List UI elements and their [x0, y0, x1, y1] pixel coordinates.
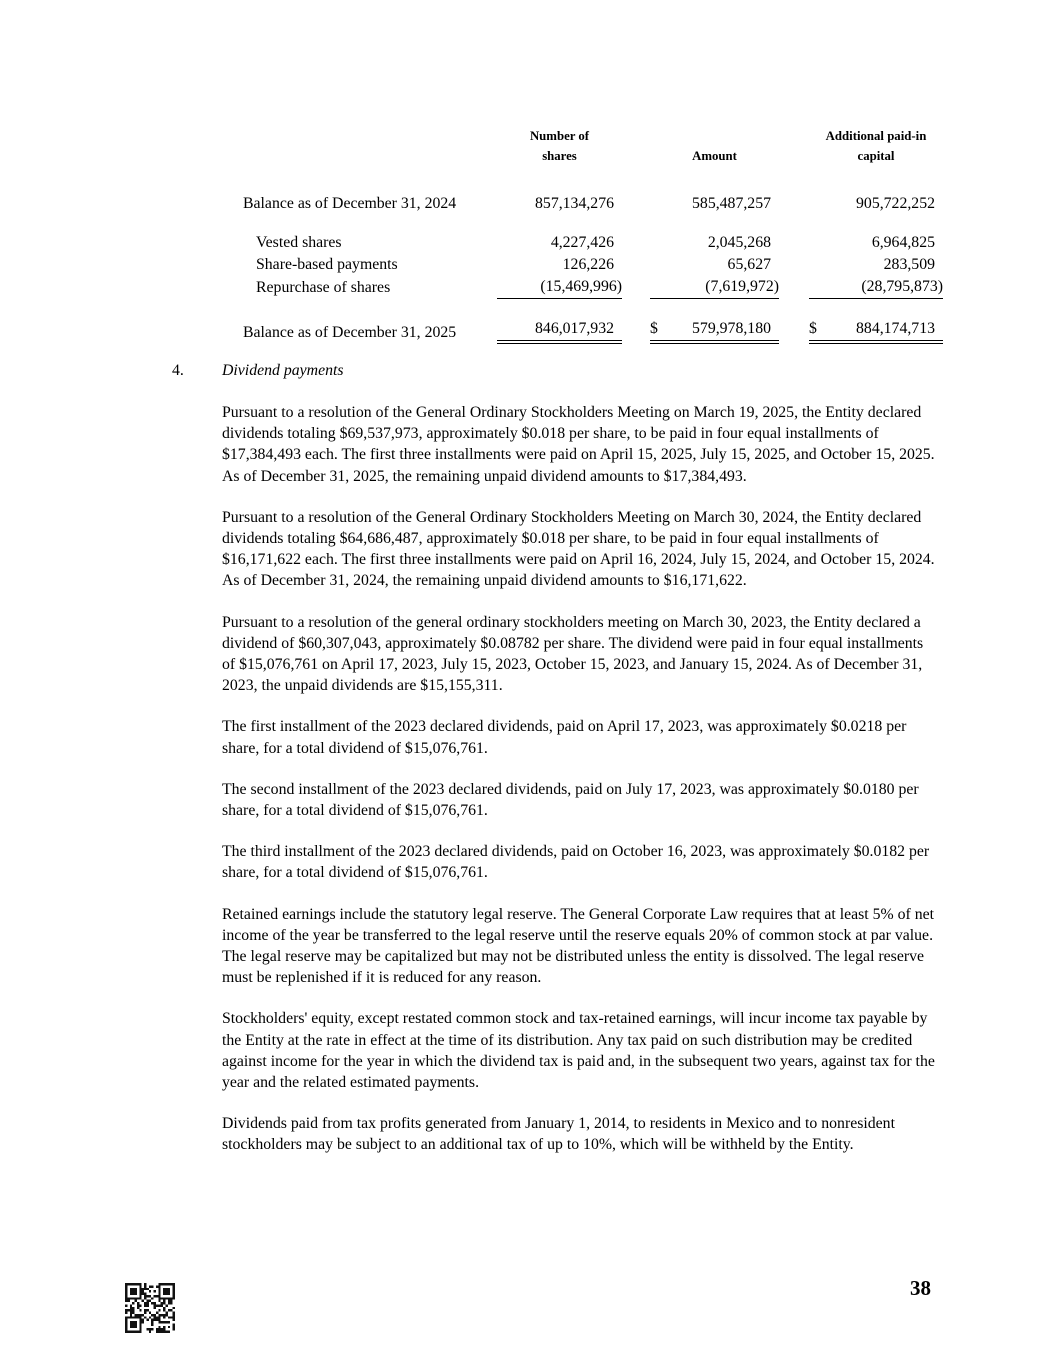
paragraph: Retained earnings include the statutory legal reserve. The General Corporate Law requires that at least 5% of net income of the year be transferred to the legal reserve until the reserve equals 20% of common stock at par value. The legal reserve may be capitalized but may not be distributed unless the entity is dissolved. The legal reserve must be replenished if it is reduced for any reason.	[222, 905, 935, 987]
shares-value: (15,469,996)	[497, 276, 622, 299]
paragraph: Stockholders' equity, except restated common stock and tax-retained earnings, will incur income tax payable by the Entity at the rate in effect at the time of its distribution. Any tax paid on such distribution may be credited against income for the year in which the dividend tax is paid and, in the subsequent two years, against tax for the year and the related estimated payments.	[222, 1010, 935, 1092]
column-header-shares: Number of shares	[529, 129, 590, 163]
row-label: Balance as of December 31, 2025	[243, 324, 457, 341]
shares-value: 857,134,276	[535, 195, 614, 212]
amount-value: 65,627	[727, 256, 771, 273]
note-body	[222, 402, 936, 1176]
table-row	[243, 193, 949, 215]
apic-value: 6,964,825	[871, 234, 935, 251]
table-row	[243, 276, 949, 299]
paragraph: Dividends paid from tax profits generated from January 1, 2014, to residents in Mexico and to nonresident stockholders may be subject to an additional tax of up to 10%, which will be withheld by the Entity.	[222, 1115, 895, 1154]
column-header-amount: Amount	[692, 149, 737, 163]
row-label: Share-based payments	[256, 256, 398, 273]
apic-value: 283,509	[883, 256, 935, 273]
shares-value: 846,017,932	[497, 318, 622, 344]
amount-value: 585,487,257	[692, 195, 771, 212]
paragraph: The third installment of the 2023 declared dividends, paid on October 16, 2023, was approximately $0.0182 per share, for a total dividend of $15,076,761.	[222, 843, 930, 882]
table-row	[243, 232, 949, 254]
shares-value: 126,226	[562, 256, 614, 273]
section-number: 4.	[172, 362, 184, 379]
apic-value: $ 884,174,713	[809, 318, 943, 344]
paragraph: Pursuant to a resolution of the General Ordinary Stockholders Meeting on March 30, 2024, the Entity declared dividends totaling $64,686,487, approximately $0.018 per share, to be paid in four equal installments of $16,171,622 each. The first three installments were paid on April 16, 2024, July 15, 2024, and October 15, 2024. As of December 31, 2024, the remaining unpaid dividend amounts to $16,171,622.	[222, 508, 935, 590]
table-total-row	[243, 318, 949, 344]
apic-value: (28,795,873)	[809, 276, 943, 299]
section-heading	[172, 362, 344, 380]
qr-code	[125, 1283, 175, 1333]
row-label: Balance as of December 31, 2024	[243, 195, 457, 212]
row-label: Repurchase of shares	[256, 279, 391, 296]
table-header-row	[243, 126, 949, 166]
section-title: Dividend payments	[222, 362, 344, 379]
apic-value: 905,722,252	[856, 195, 935, 212]
shares-value: 4,227,426	[550, 234, 614, 251]
equity-rollforward-table	[243, 126, 949, 344]
row-label: Vested shares	[256, 234, 342, 251]
currency-symbol: $	[650, 320, 658, 337]
amount-value: $ 579,978,180	[650, 318, 779, 344]
amount-value: (7,619,972)	[650, 276, 779, 299]
currency-symbol: $	[809, 320, 817, 337]
paragraph: The first installment of the 2023 declared dividends, paid on April 17, 2023, was approximately $0.0218 per share, for a total dividend of $15,076,761.	[222, 718, 907, 757]
page-number: 38	[910, 1276, 931, 1300]
paragraph: Pursuant to a resolution of the General Ordinary Stockholders Meeting on March 19, 2025, the Entity declared dividends totaling $69,537,973, approximately $0.018 per share, to be paid in four equal installments of $17,384,493 each. The first three installments were paid on April 15, 2025, July 15, 2025, and October 15, 2025. As of December 31, 2025, the remaining unpaid dividend amounts to $17,384,493.	[222, 404, 935, 485]
paragraph: The second installment of the 2023 declared dividends, paid on July 17, 2023, was approximately $0.0180 per share, for a total dividend of $15,076,761.	[222, 780, 919, 820]
amount-value: 2,045,268	[707, 234, 771, 251]
paragraph: Pursuant to a resolution of the general ordinary stockholders meeting on March 30, 2023, the Entity declared a dividend of $60,307,043, approximately $0.08782 per share. The dividend were paid in four equal installments of $15,076,761 on April 17, 2023, July 15, 2023, October 15, 2023, and January 15, 2024. As of December 31, 2023, the unpaid dividends are $15,155,311.	[222, 613, 924, 695]
column-header-apic: Additional paid-in capital	[825, 129, 927, 163]
table-row	[243, 254, 949, 276]
